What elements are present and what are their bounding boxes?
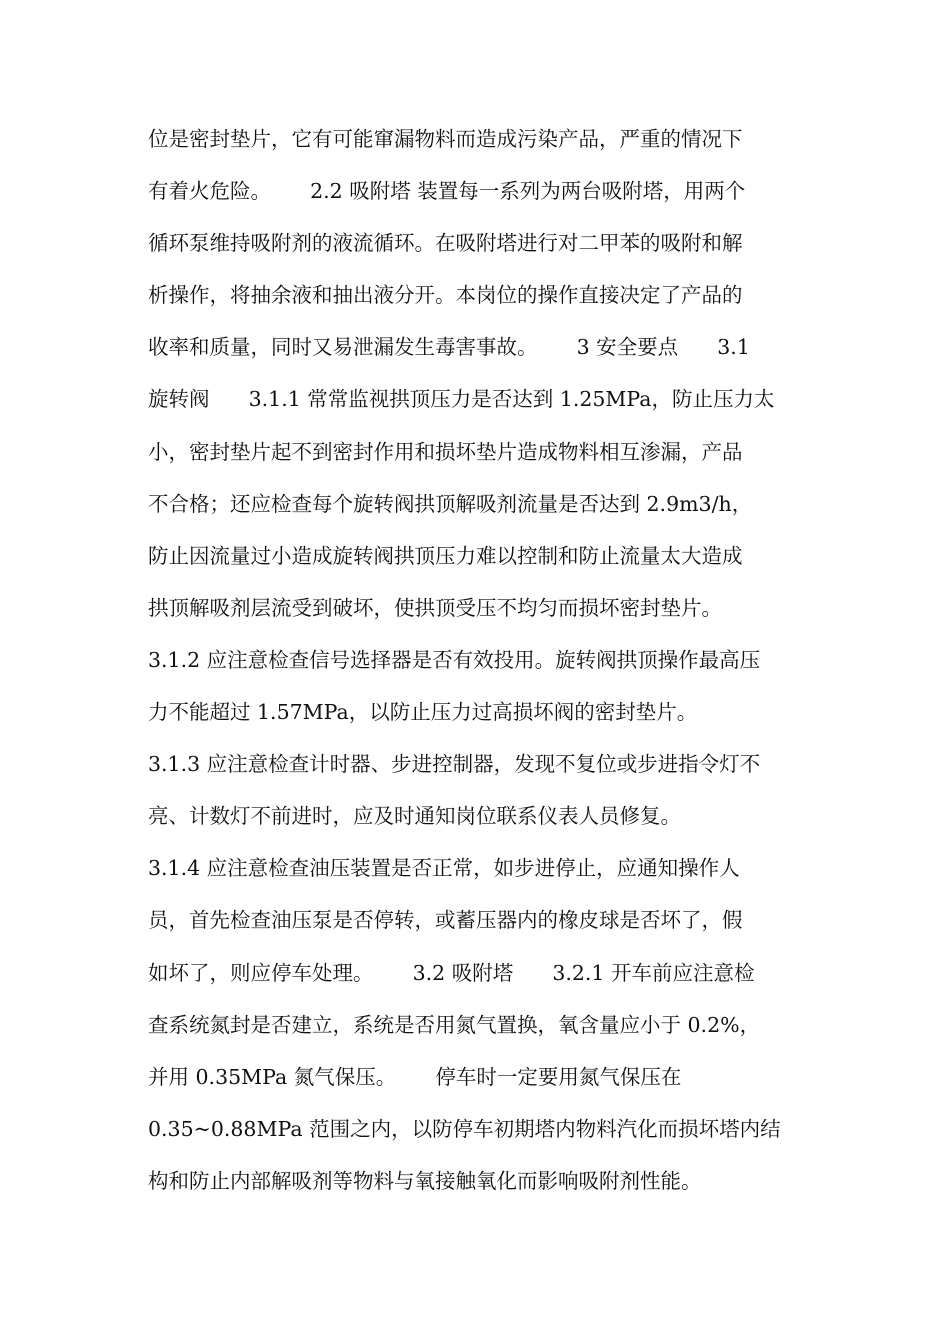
text-line: 0.35~0.88MPa 范围之内，以防停车初期塔内物料汽化而损坏塔内结 (148, 1116, 781, 1141)
text-line: 位是密封垫片，它有可能窜漏物料而造成污染产品，严重的情况下 (148, 127, 743, 151)
body-text (148, 113, 808, 1207)
text-line: 员，首先检查油压泵是否停转，或蓄压器内的橡皮球是否坏了，假 (148, 908, 743, 933)
text-line: 亮、计数灯不前进时，应及时通知岗位联系仪表人员修复。 (148, 804, 681, 829)
text-line: 析操作，将抽余液和抽出液分开。本岗位的操作直接决定了产品的 (148, 283, 743, 308)
text-line: 拱顶解吸剂层流受到破坏，使拱顶受压不均匀而损坏密封垫片。 (148, 595, 722, 620)
text-line: 小，密封垫片起不到密封作用和损坏垫片造成物料相互渗漏，产品 (148, 439, 743, 464)
text-line: 防止因流量过小造成旋转阀拱顶压力难以控制和防止流量太大造成 (148, 543, 743, 568)
text-line: 3.1.4 应注意检查油压装置是否正常，如步进停止，应通知操作人 (148, 856, 740, 881)
text-line: 3.1.3 应注意检查计时器、步进控制器，发现不复位或步进指令灯不 (148, 752, 761, 777)
text-line: 旋转阀 3.1.1 常常监视拱顶压力是否达到 1.25MPa，防止压力太 (148, 387, 775, 412)
text-line: 循环泵维持吸附剂的液流循环。在吸附塔进行对二甲苯的吸附和解 (148, 231, 743, 256)
text-line: 不合格；还应检查每个旋转阀拱顶解吸剂流量是否达到 2.9m3/h， (148, 491, 753, 516)
text-line: 收率和质量，同时又易泄漏发生毒害事故。 3 安全要点 3.1 (148, 335, 750, 360)
text-line: 3.1.2 应注意检查信号选择器是否有效投用。旋转阀拱顶操作最高压 (148, 647, 761, 672)
text-line: 如坏了，则应停车处理。 3.2 吸附塔 3.2.1 开车前应注意检 (148, 960, 755, 985)
text-line: 构和防止内部解吸剂等物料与氧接触氧化而影响吸附剂性能。 (148, 1168, 702, 1193)
text-line: 查系统氮封是否建立，系统是否用氮气置换，氧含量应小于 0.2%， (148, 1012, 761, 1037)
text-line: 有着火危险。 2.2 吸附塔 装置每一系列为两台吸附塔，用两个 (148, 179, 746, 204)
text-line: 力不能超过 1.57MPa，以防止压力过高损坏阀的密封垫片。 (148, 700, 698, 725)
text-line: 并用 0.35MPa 氮气保压。 停车时一定要用氮气保压在 (148, 1064, 682, 1089)
